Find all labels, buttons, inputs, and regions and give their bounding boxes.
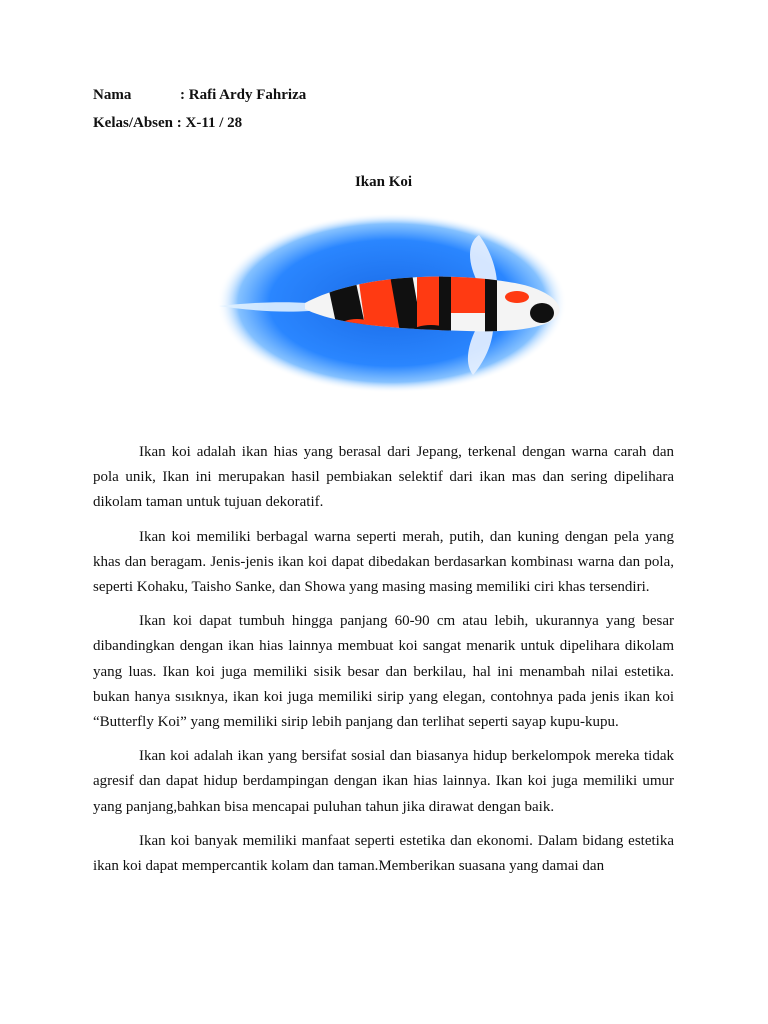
body-text — [93, 440, 674, 888]
nama-value: : Rafi Ardy Fahriza — [180, 87, 307, 103]
kelas-line — [93, 115, 242, 132]
paragraph: Ikan koi adalah ikan yang bersifat sosial dan biasanya hidup berkelompok mereka tidak agresif dan dapat hidup berdampingan dengan ikan hias lainnya. Ikan koi juga memiliki umur yang panjang,bahkan bisa mencapai puluhan tahun jika dirawat dengan baik. — [93, 748, 674, 815]
kelas-label: Kelas/Absen — [93, 115, 174, 131]
koi-fish-image — [217, 213, 567, 393]
nama-label: Nama — [93, 87, 132, 103]
paragraph: Ikan koi adalah ikan hias yang berasal dari Jepang, terkenal dengan warna carah dan pola unik, Ikan ini merupakan hasil pembiakan selektif dari ikan mas dan sering dipelihara dikolam taman untuk tujuan dekoratif. — [93, 444, 674, 511]
paragraph: Ikan koi banyak memiliki manfaat seperti estetika dan ekonomi. Dalam bidang estetika ikan koi dapat mempercantik kolam dan taman.Memberikan suasana yang damai dan — [93, 832, 674, 875]
document-title: Ikan Koi — [354, 174, 413, 190]
paragraph: Ikan koi dapat tumbuh hingga panjang 60-90 cm atau lebih, ukurannya yang besar dibandingkan dengan ikan hias lainnya membuat koi sangat menarik untuk dipelihara dikolam yang luas. Ikan koi juga memiliki sisik besar dan berkilau, hal ini menambah nilai estetika. bukan hanya sısıknya, ikan koi juga memiliki sirip yang elegan, contohnya pada jenis ikan koi “Butterfly Koi” yang memiliki sirip lebih panjang dan terlihat seperti sayap kupu-kupu. — [93, 613, 674, 731]
paragraph: Ikan koi memiliki berbagal warna seperti merah, putih, dan kuning dengan pela yang khas dan beragam. Jenis-jenis ikan koi dapat dibedakan berdasarkan kombinası warna dan pola, seperti Kohaku, Taisho Sanke, dan Showa yang masing masing memiliki ciri khas tersendiri. — [93, 528, 674, 596]
kelas-value: : X-11 / 28 — [176, 115, 243, 131]
nama-line — [93, 87, 306, 104]
